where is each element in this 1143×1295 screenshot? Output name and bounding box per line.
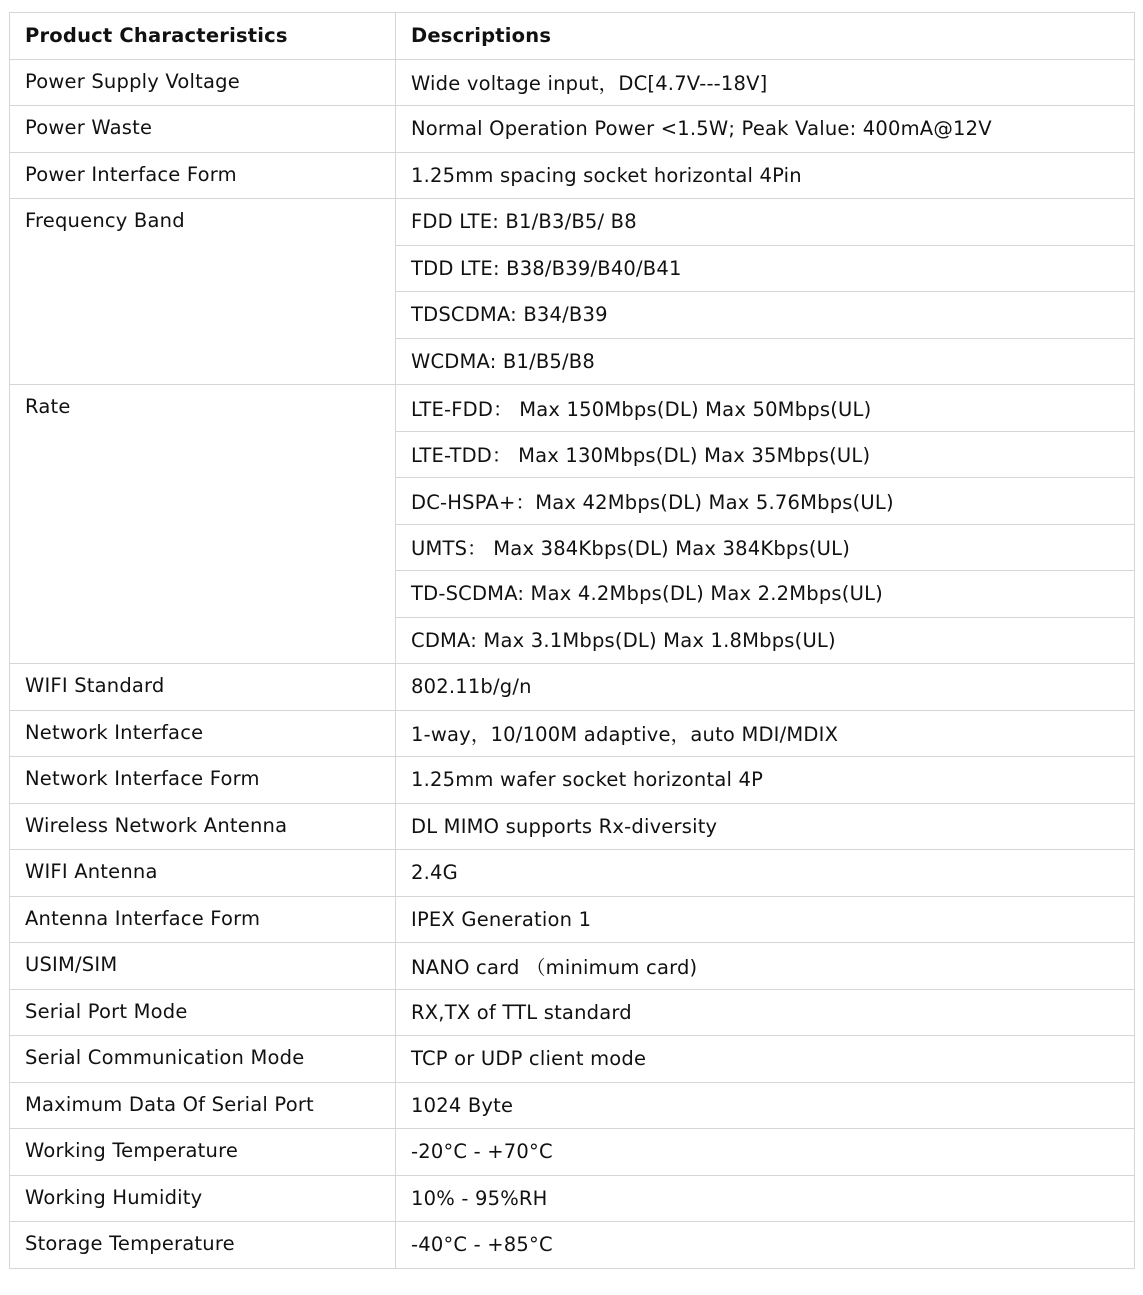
table-body	[10, 59, 1135, 1268]
characteristic-cell: Antenna Interface Form	[10, 896, 396, 943]
characteristic-cell: Power Interface Form	[10, 152, 396, 199]
table-row	[10, 850, 1135, 897]
table-row	[10, 59, 1135, 106]
characteristic-cell: Frequency Band	[10, 199, 396, 385]
table-row	[10, 1036, 1135, 1083]
description-cell: 802.11b/g/n	[396, 664, 1135, 711]
characteristic-cell: Storage Temperature	[10, 1222, 396, 1269]
description-cell: IPEX Generation 1	[396, 896, 1135, 943]
description-cell: TDSCDMA: B34/B39	[396, 292, 1135, 339]
description-cell: RX,TX of TTL standard	[396, 989, 1135, 1036]
characteristic-cell: WIFI Standard	[10, 664, 396, 711]
characteristic-cell: Serial Communication Mode	[10, 1036, 396, 1083]
header-row	[10, 13, 1135, 60]
table-row	[10, 664, 1135, 711]
characteristic-cell: WIFI Antenna	[10, 850, 396, 897]
characteristic-cell: Serial Port Mode	[10, 989, 396, 1036]
characteristic-cell: Power Supply Voltage	[10, 59, 396, 106]
description-cell: DL MIMO supports Rx-diversity	[396, 803, 1135, 850]
table-row	[10, 1082, 1135, 1129]
characteristic-cell: Maximum Data Of Serial Port	[10, 1082, 396, 1129]
description-cell: FDD LTE: B1/B3/B5/ B8	[396, 199, 1135, 246]
table-row	[10, 943, 1135, 990]
description-cell: -40°C - +85°C	[396, 1222, 1135, 1269]
spec-table	[9, 12, 1135, 1269]
table-row	[10, 152, 1135, 199]
description-cell: Normal Operation Power <1.5W; Peak Value: 400mA@12V	[396, 106, 1135, 153]
table-row	[10, 385, 1135, 432]
description-cell: CDMA: Max 3.1Mbps(DL) Max 1.8Mbps(UL)	[396, 617, 1135, 664]
characteristic-cell: USIM/SIM	[10, 943, 396, 990]
header-characteristic: Product Characteristics	[10, 13, 396, 60]
characteristic-cell: Working Temperature	[10, 1129, 396, 1176]
description-cell: DC-HSPA+：Max 42Mbps(DL) Max 5.76Mbps(UL)	[396, 478, 1135, 525]
characteristic-cell: Working Humidity	[10, 1175, 396, 1222]
description-cell: 10% - 95%RH	[396, 1175, 1135, 1222]
description-cell: LTE-FDD： Max 150Mbps(DL) Max 50Mbps(UL)	[396, 385, 1135, 432]
table-row	[10, 757, 1135, 804]
description-cell: LTE-TDD： Max 130Mbps(DL) Max 35Mbps(UL)	[396, 431, 1135, 478]
table-row	[10, 1175, 1135, 1222]
table-row	[10, 1222, 1135, 1269]
description-cell: UMTS： Max 384Kbps(DL) Max 384Kbps(UL)	[396, 524, 1135, 571]
description-cell: Wide voltage input，DC[4.7V---18V]	[396, 59, 1135, 106]
characteristic-cell: Rate	[10, 385, 396, 664]
table-row	[10, 989, 1135, 1036]
description-cell: WCDMA: B1/B5/B8	[396, 338, 1135, 385]
description-cell: -20°C - +70°C	[396, 1129, 1135, 1176]
table-row	[10, 106, 1135, 153]
table-row	[10, 710, 1135, 757]
description-cell: 1-way，10/100M adaptive，auto MDI/MDIX	[396, 710, 1135, 757]
description-cell: TCP or UDP client mode	[396, 1036, 1135, 1083]
description-cell: TDD LTE: B38/B39/B40/B41	[396, 245, 1135, 292]
description-cell: NANO card （minimum card)	[396, 943, 1135, 990]
description-cell: 1024 Byte	[396, 1082, 1135, 1129]
header-description: Descriptions	[396, 13, 1135, 60]
description-cell: 1.25mm wafer socket horizontal 4P	[396, 757, 1135, 804]
table-row	[10, 1129, 1135, 1176]
characteristic-cell: Wireless Network Antenna	[10, 803, 396, 850]
table-row	[10, 803, 1135, 850]
table-header	[10, 13, 1135, 60]
description-cell: TD-SCDMA: Max 4.2Mbps(DL) Max 2.2Mbps(UL)	[396, 571, 1135, 618]
characteristic-cell: Network Interface Form	[10, 757, 396, 804]
description-cell: 2.4G	[396, 850, 1135, 897]
description-cell: 1.25mm spacing socket horizontal 4Pin	[396, 152, 1135, 199]
table-row	[10, 199, 1135, 246]
characteristic-cell: Power Waste	[10, 106, 396, 153]
characteristic-cell: Network Interface	[10, 710, 396, 757]
table-row	[10, 896, 1135, 943]
